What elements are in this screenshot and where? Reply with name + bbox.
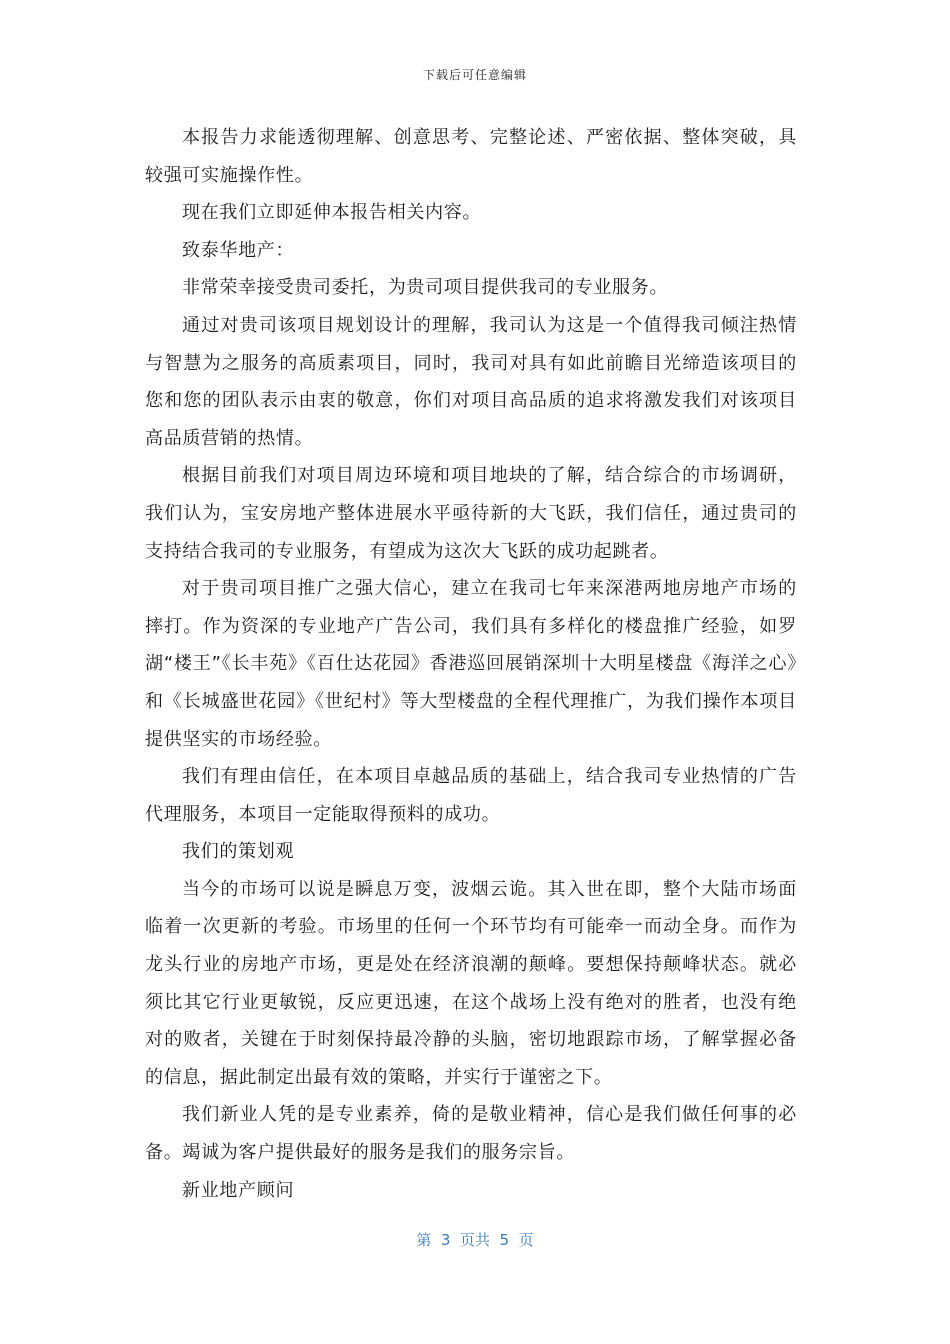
paragraph-confidence: 对于贵司项目推广之强大信心，建立在我司七年来深港两地房地产市场的摔打。作为资深的专业地产广告公司，我们具有多样化的楼盘推广经验，如罗湖“楼王”《长丰苑》《百仕达花园》香港巡回展销深圳十大明星楼盘《海洋之心》和《长城盛世花园》《世纪村》等大型楼盘的全程代理推广，为我们操作本项目提供坚实的市场经验。 <box>145 578 797 750</box>
paragraph-market-today: 当今的市场可以说是瞬息万变，波烟云诡。其入世在即，整个大陆市场面临着一次更新的考验。市场里的任何一个环节均有可能牵一而动全身。而作为龙头行业的房地产市场，更是处在经济浪潮的颠峰。要想保持颠峰状态。就必须比其它行业更敏锐，反应更迅速，在这个战场上没有绝对的胜者，也没有绝对的败者，关键在于时刻保持最冷静的头脑，密切地跟踪市场，了解掌握必备的信息，据此制定出最有效的策略，并实行于谨密之下。 <box>145 878 797 1088</box>
paragraph-understanding: 通过对贵司该项目规划设计的理解，我司认为这是一个值得我司倾注热情与智慧为之服务的高质素项目，同时，我司对具有如此前瞻目光缔造该项目的您和您的团队表示由衷的敬意，你们对项目高品质的追求将激发我们对该项目高品质营销的热情。 <box>145 314 797 449</box>
paragraph-salutation: 致泰华地产： <box>182 239 295 261</box>
paragraph-market-research: 根据目前我们对项目周边环境和项目地块的了解，结合综合的市场调研，我们认为，宝安房地产整体进展水平亟待新的大飞跃，我们信任，通过贵司的支持结合我司的专业服务，有望成为这次大飞跃的成功起跳者。 <box>145 465 797 562</box>
document-body <box>145 119 797 1209</box>
paragraph-extend: 现在我们立即延伸本报告相关内容。 <box>182 202 482 224</box>
paragraph-trust: 我们有理由信任，在本项目卓越品质的基础上，结合我司专业热情的广告代理服务，本项目一定能取得预料的成功。 <box>145 766 797 825</box>
signature-company: 新业地产顾问 <box>182 1179 295 1201</box>
paragraph-intro: 本报告力求能透彻理解、创意思考、完整论述、严密依据、整体突破，具较强可实施操作性。 <box>145 127 797 186</box>
paragraph-thanks: 非常荣幸接受贵司委托，为贵司项目提供我司的专业服务。 <box>182 277 669 299</box>
page-header: 下载后可任意编辑 <box>422 68 527 82</box>
section-heading-planning-view: 我们的策划观 <box>182 841 295 863</box>
page-number-footer: 第 3 页共 5 页 <box>416 1231 534 1249</box>
paragraph-service-tenet: 我们新业人凭的是专业素养，倚的是敬业精神，信心是我们做任何事的必备。竭诚为客户提供最好的服务是我们的服务宗旨。 <box>145 1104 797 1164</box>
